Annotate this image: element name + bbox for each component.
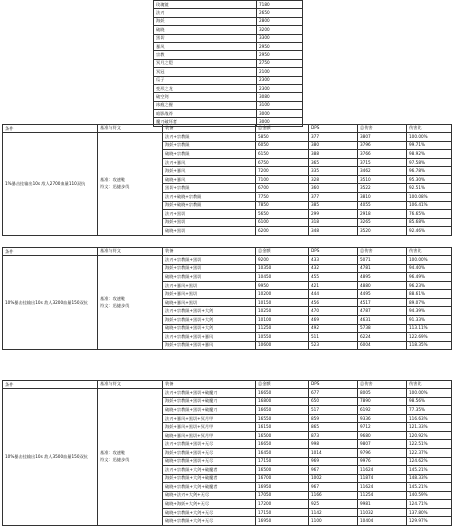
cell: 10404 xyxy=(358,517,407,526)
cell: 破晓+暴风 xyxy=(163,175,256,184)
cell: 10250 xyxy=(256,307,309,316)
cell: 4495 xyxy=(358,290,407,299)
cell: 122.51% xyxy=(407,440,452,449)
cell: 11032 xyxy=(358,508,407,517)
cell: 破晓+暴风+黑切+冥月甲 xyxy=(163,431,256,440)
cell: 6750 xyxy=(256,158,309,167)
cell: 865 xyxy=(309,423,358,432)
cell: 365 xyxy=(309,158,358,167)
cell: 113.11% xyxy=(407,324,452,333)
item-price: 2300 xyxy=(257,84,303,92)
cell: 9712 xyxy=(358,423,407,432)
item-name: 暗影战斧 xyxy=(154,110,257,118)
cell: 16550 xyxy=(256,414,309,423)
cell: 511 xyxy=(309,333,358,342)
cell: 96.23% xyxy=(407,281,452,290)
cell: 6192 xyxy=(358,406,407,415)
item-name: 破晓 xyxy=(154,26,257,34)
item-price: 3100 xyxy=(257,101,303,109)
cell: 6050 xyxy=(256,141,309,150)
column-header: 总金额 xyxy=(256,248,309,256)
cell: 9976 xyxy=(358,457,407,466)
item-price: 7180 xyxy=(257,1,303,9)
item-price: 3080 xyxy=(257,93,303,101)
cell: 299 xyxy=(309,210,358,219)
cell: 129.97% xyxy=(407,517,452,526)
column-header: 基准与符文 xyxy=(98,381,163,389)
cell: 破晓+宗教陨+黑切+无尽 xyxy=(163,457,256,466)
price-row xyxy=(154,76,303,84)
cell: 998 xyxy=(309,440,358,449)
price-row xyxy=(154,84,303,92)
rune-label: 符文：迅捷步伐 xyxy=(100,302,130,308)
cell: 145.21% xyxy=(407,466,452,475)
cell: 9950 xyxy=(256,281,309,290)
cell: 100.00% xyxy=(407,389,452,398)
table-row xyxy=(3,389,452,398)
cell: 4631 xyxy=(358,316,407,325)
cell: 3265 xyxy=(358,218,407,227)
cell: 破晓+宗教陨+大剑+破魔者 xyxy=(163,483,256,492)
cell: 9680 xyxy=(358,431,407,440)
item-price: 3300 xyxy=(257,34,303,42)
cell: 海妖+破晓+宗教陨 xyxy=(163,201,256,210)
cell: 11874 xyxy=(358,474,407,483)
cell: 10150 xyxy=(256,298,309,307)
cell: 120.92% xyxy=(407,431,452,440)
cell: 318 xyxy=(309,218,358,227)
cell: 16800 xyxy=(256,397,309,406)
item-price: 3000 xyxy=(257,118,303,126)
cell: 3807 xyxy=(358,133,407,142)
rune-label: 符文：迅捷步伐 xyxy=(100,183,130,189)
cell: 9981 xyxy=(358,500,407,509)
column-header: 总金额 xyxy=(256,125,309,133)
cell: 10550 xyxy=(256,333,309,342)
cell: 470 xyxy=(309,307,358,316)
cell: 3522 xyxy=(358,184,407,193)
cell: 100.08% xyxy=(407,193,452,202)
cell: 1166 xyxy=(309,491,358,500)
cell: 法刃+宗教陨+大剑+破魔者 xyxy=(163,466,256,475)
cell: 95.30% xyxy=(407,175,452,184)
column-header: 总伤害 xyxy=(358,381,407,389)
cell: 492 xyxy=(309,324,358,333)
cell: 85.68% xyxy=(407,218,452,227)
price-row xyxy=(154,59,303,67)
cell: 77.35% xyxy=(407,406,452,415)
cell: 16650 xyxy=(256,406,309,415)
cell: 4895 xyxy=(358,273,407,282)
cell: 法刃+宗教陨+黑切+无尽 xyxy=(163,440,256,449)
cell: 破晓+宗教陨+黑切+破魔刀 xyxy=(163,406,256,415)
cell: 10450 xyxy=(256,273,309,282)
cell: 967 xyxy=(309,483,358,492)
cell: 380 xyxy=(309,141,358,150)
cell: 16950 xyxy=(256,517,309,526)
cell: 17200 xyxy=(256,500,309,509)
column-header: 基准与符文 xyxy=(98,248,163,256)
price-row xyxy=(154,101,303,109)
cell: 121.33% xyxy=(407,423,452,432)
item-price: 2800 xyxy=(257,17,303,25)
cell: 7850 xyxy=(256,201,309,210)
cell: 10600 xyxy=(256,341,309,350)
cell: 432 xyxy=(309,264,358,273)
cell: 140.59% xyxy=(407,491,452,500)
cell: 6200 xyxy=(256,227,309,236)
cell: 100.00% xyxy=(407,133,452,142)
cell: 4517 xyxy=(358,298,407,307)
cell: 455 xyxy=(309,273,358,282)
cell: 94.40% xyxy=(407,264,452,273)
column-header: 装备 xyxy=(163,125,256,133)
item-price: 3000 xyxy=(257,110,303,118)
cell: 124.62% xyxy=(407,457,452,466)
cell: 106.41% xyxy=(407,201,452,210)
cell: 7200 xyxy=(256,167,309,176)
table-row xyxy=(3,133,452,142)
cell: 118.35% xyxy=(407,341,452,350)
cell: 967 xyxy=(309,466,358,475)
cell: 3715 xyxy=(358,158,407,167)
price-row xyxy=(154,26,303,34)
cell: 4781 xyxy=(358,264,407,273)
cell: 677 xyxy=(309,389,358,398)
cell: 328 xyxy=(309,175,358,184)
cell: 破晓+海妖+大剑+无尽 xyxy=(163,500,256,509)
item-name: 黑切 xyxy=(154,34,257,42)
cell: 破晓+宗教陨+黑切+大剑 xyxy=(163,324,256,333)
cell: 法刃+宗教陨+黑切 xyxy=(163,256,256,265)
cell: 海妖+宗教陨 xyxy=(163,141,256,150)
cell: 海妖+宗教陨+黑切+大剑 xyxy=(163,316,256,325)
cell: 破晓+宗教陨 xyxy=(163,150,256,159)
cell: 16500 xyxy=(256,431,309,440)
cell: 法刃+宗教陨 xyxy=(163,133,256,142)
cell: 88.61% xyxy=(407,290,452,299)
column-header: DPS xyxy=(309,248,358,256)
price-row xyxy=(154,93,303,101)
cell: 385 xyxy=(309,201,358,210)
cell: 6224 xyxy=(358,333,407,342)
cell: 1002 xyxy=(309,474,358,483)
cell: 5850 xyxy=(256,133,309,142)
cell: 16150 xyxy=(256,423,309,432)
cell: 9807 xyxy=(358,440,407,449)
comparison-table-1 xyxy=(2,124,452,236)
price-row xyxy=(154,9,303,17)
cell: 法刃+黑切 xyxy=(163,210,256,219)
cell: 360 xyxy=(309,184,358,193)
cell: 16650 xyxy=(256,440,309,449)
cell: 5738 xyxy=(358,324,407,333)
cell: 法刃+宗教陨+黑切+破魔刀 xyxy=(163,389,256,398)
cell: 海妖+宗教陨+黑切+暴风 xyxy=(163,341,256,350)
item-name: 瓜子 xyxy=(154,76,257,84)
cell: 17050 xyxy=(256,491,309,500)
cell: 9336 xyxy=(358,414,407,423)
comparison-table-3 xyxy=(2,380,452,526)
cell: 5650 xyxy=(256,210,309,219)
price-row xyxy=(154,1,303,9)
cell: 6004 xyxy=(358,341,407,350)
cell: 969 xyxy=(309,457,358,466)
cell: 1014 xyxy=(309,449,358,458)
cell: 17150 xyxy=(256,457,309,466)
price-row xyxy=(154,42,303,50)
cell: 148.33% xyxy=(407,474,452,483)
cell: 海妖+黑切 xyxy=(163,218,256,227)
cell: 97.58% xyxy=(407,158,452,167)
cell: 破晓+宗教陨+黑切 xyxy=(163,273,256,282)
cell: 3462 xyxy=(358,167,407,176)
cell: 94.39% xyxy=(407,307,452,316)
cell: 5071 xyxy=(358,256,407,265)
cell: 破晓+法刃+大剑+无尽 xyxy=(163,491,256,500)
item-name: 冥月之铠 xyxy=(154,59,257,67)
cell: 96.49% xyxy=(407,273,452,282)
condition-cell: 10%暴击挂输出10s 敌人3200血量150双抗 xyxy=(3,256,98,350)
cell: 873 xyxy=(309,431,358,440)
cell: 11254 xyxy=(358,491,407,500)
cell: 98.92% xyxy=(407,150,452,159)
cell: 3796 xyxy=(358,141,407,150)
cell: 16500 xyxy=(256,466,309,475)
cell: 3810 xyxy=(358,193,407,202)
cell: 7890 xyxy=(358,397,407,406)
condition-cell: 1%暴击挂输出10s 敌人2700血量110双抗 xyxy=(3,133,98,236)
cell: 116.63% xyxy=(407,414,452,423)
cell: 16700 xyxy=(256,474,309,483)
item-name: 冰痕之握 xyxy=(154,101,257,109)
cell: 法刃+破晓+宗教陨 xyxy=(163,193,256,202)
column-header: 总金额 xyxy=(256,381,309,389)
cell: 4787 xyxy=(358,307,407,316)
item-price: 2950 xyxy=(257,42,303,50)
rune-label: 符文：迅捷步伐 xyxy=(100,457,130,463)
cell: 16950 xyxy=(256,483,309,492)
cell: 9796 xyxy=(358,449,407,458)
cell: 92.46% xyxy=(407,227,452,236)
cell: 99.71% xyxy=(407,141,452,150)
column-header: 装备 xyxy=(163,248,256,256)
cell: 98.56% xyxy=(407,397,452,406)
cell: 法刃+宗教陨+黑切+大剑 xyxy=(163,307,256,316)
cell: 91.33% xyxy=(407,316,452,325)
cell: 859 xyxy=(309,414,358,423)
base-label: 基准：攻速鞋 xyxy=(100,295,126,301)
table-row xyxy=(3,256,452,265)
cell: 76.65% xyxy=(407,210,452,219)
cell: 377 xyxy=(309,133,358,142)
cell: 2918 xyxy=(358,210,407,219)
cell: 法刃+暴风 xyxy=(163,158,256,167)
cell: 421 xyxy=(309,281,358,290)
cell: 10350 xyxy=(256,264,309,273)
cell: 海妖+暴风+黑切+冥月甲 xyxy=(163,423,256,432)
column-header: 条件 xyxy=(3,381,98,389)
cell: 9200 xyxy=(256,256,309,265)
cell: 469 xyxy=(309,316,358,325)
item-name: 海妖 xyxy=(154,17,257,25)
cell: 122.69% xyxy=(407,333,452,342)
column-header: DPS xyxy=(309,125,358,133)
price-row xyxy=(154,68,303,76)
cell: 145.21% xyxy=(407,483,452,492)
cell: 96.78% xyxy=(407,167,452,176)
cell: 89.07% xyxy=(407,298,452,307)
header-row xyxy=(3,248,452,256)
comparison-table-2 xyxy=(2,247,452,350)
cell: 海妖+宗教陨+黑切 xyxy=(163,264,256,273)
item-price: 2950 xyxy=(257,51,303,59)
cell: 3520 xyxy=(358,227,407,236)
cell: 4880 xyxy=(358,281,407,290)
cell: 4055 xyxy=(358,201,407,210)
cell: 1142 xyxy=(309,508,358,517)
column-header: 总伤害 xyxy=(358,125,407,133)
item-name: 法刃 xyxy=(154,9,257,17)
top-price-table xyxy=(153,0,303,127)
column-header: 伤害比 xyxy=(407,248,452,256)
cell: 377 xyxy=(309,193,358,202)
cell: 335 xyxy=(309,167,358,176)
cell: 1100 xyxy=(309,517,358,526)
base-label: 基准：攻速鞋 xyxy=(100,177,126,183)
item-name: 玫瑰镜 xyxy=(154,1,257,9)
cell: 3766 xyxy=(358,150,407,159)
cell: 10200 xyxy=(256,290,309,299)
cell: 523 xyxy=(309,341,358,350)
item-price: 2100 xyxy=(257,68,303,76)
price-row xyxy=(154,17,303,25)
cell: 黑切+宗教陨 xyxy=(163,184,256,193)
item-name: 破空剑 xyxy=(154,93,257,101)
cell: 16650 xyxy=(256,389,309,398)
cell: 海妖+宗教陨+大剑+破魔者 xyxy=(163,474,256,483)
cell: 16450 xyxy=(256,449,309,458)
item-price: 2300 xyxy=(257,76,303,84)
cell: 122.37% xyxy=(407,449,452,458)
cell: 348 xyxy=(309,227,358,236)
cell: 6700 xyxy=(256,184,309,193)
cell: 法刃+暴风+黑切+冥月甲 xyxy=(163,414,256,423)
cell: 11250 xyxy=(256,324,309,333)
column-header: 装备 xyxy=(163,381,256,389)
column-header: 总伤害 xyxy=(358,248,407,256)
column-header: 伤害比 xyxy=(407,381,452,389)
cell: 3510 xyxy=(358,175,407,184)
item-price: 3200 xyxy=(257,26,303,34)
cell: 破晓+暴风+黑切 xyxy=(163,298,256,307)
condition-cell: 10%暴击挂输出10s 敌人3500血量150双抗 xyxy=(3,389,98,526)
item-price: 2650 xyxy=(257,9,303,17)
cell: 433 xyxy=(309,256,358,265)
cell: 海妖+宗教陨+黑切+无尽 xyxy=(163,449,256,458)
item-name: 变形之龙 xyxy=(154,84,257,92)
cell: 破晓+宗教陨+大剑+无尽 xyxy=(163,517,256,526)
base-rune-cell xyxy=(98,389,163,526)
cell: 444 xyxy=(309,290,358,299)
base-rune-cell xyxy=(98,256,163,350)
cell: 137.80% xyxy=(407,508,452,517)
item-name: 暴风 xyxy=(154,42,257,50)
item-price: 2750 xyxy=(257,59,303,67)
cell: 11624 xyxy=(358,483,407,492)
cell: 7750 xyxy=(256,193,309,202)
cell: 124.71% xyxy=(407,500,452,509)
cell: 海妖+暴风+黑切 xyxy=(163,290,256,299)
price-row xyxy=(154,51,303,59)
cell: 法刃+暴风+黑切 xyxy=(163,281,256,290)
price-row xyxy=(154,34,303,42)
cell: 11624 xyxy=(358,466,407,475)
column-header: 伤害比 xyxy=(407,125,452,133)
cell: 海妖+暴风 xyxy=(163,167,256,176)
cell: 海妖+宗教陨+黑切+破魔刀 xyxy=(163,397,256,406)
cell: 7100 xyxy=(256,175,309,184)
cell: 650 xyxy=(309,397,358,406)
header-row xyxy=(3,125,452,133)
column-header: DPS xyxy=(309,381,358,389)
cell: 6150 xyxy=(256,150,309,159)
cell: 456 xyxy=(309,298,358,307)
cell: 法刃+宗教陨+黑切+暴风 xyxy=(163,333,256,342)
header-row xyxy=(3,381,452,389)
cell: 6100 xyxy=(256,218,309,227)
column-header: 条件 xyxy=(3,125,98,133)
cell: 388 xyxy=(309,150,358,159)
base-rune-cell xyxy=(98,133,163,236)
item-name: 魔刀破坏者 xyxy=(154,118,257,126)
cell: 17150 xyxy=(256,508,309,517)
column-header: 基准与符文 xyxy=(98,125,163,133)
cell: 925 xyxy=(309,500,358,509)
item-name: 冥冠 xyxy=(154,68,257,76)
cell: 92.51% xyxy=(407,184,452,193)
cell: 8005 xyxy=(358,389,407,398)
cell: 破晓+宗教陨+大剑+无尽 xyxy=(163,508,256,517)
cell: 破晓+黑切 xyxy=(163,227,256,236)
column-header: 条件 xyxy=(3,248,98,256)
cell: 100.00% xyxy=(407,256,452,265)
cell: 517 xyxy=(309,406,358,415)
price-row xyxy=(154,110,303,118)
cell: 10100 xyxy=(256,316,309,325)
base-label: 基准：攻速鞋 xyxy=(100,450,126,456)
item-name: 宗教 xyxy=(154,51,257,59)
